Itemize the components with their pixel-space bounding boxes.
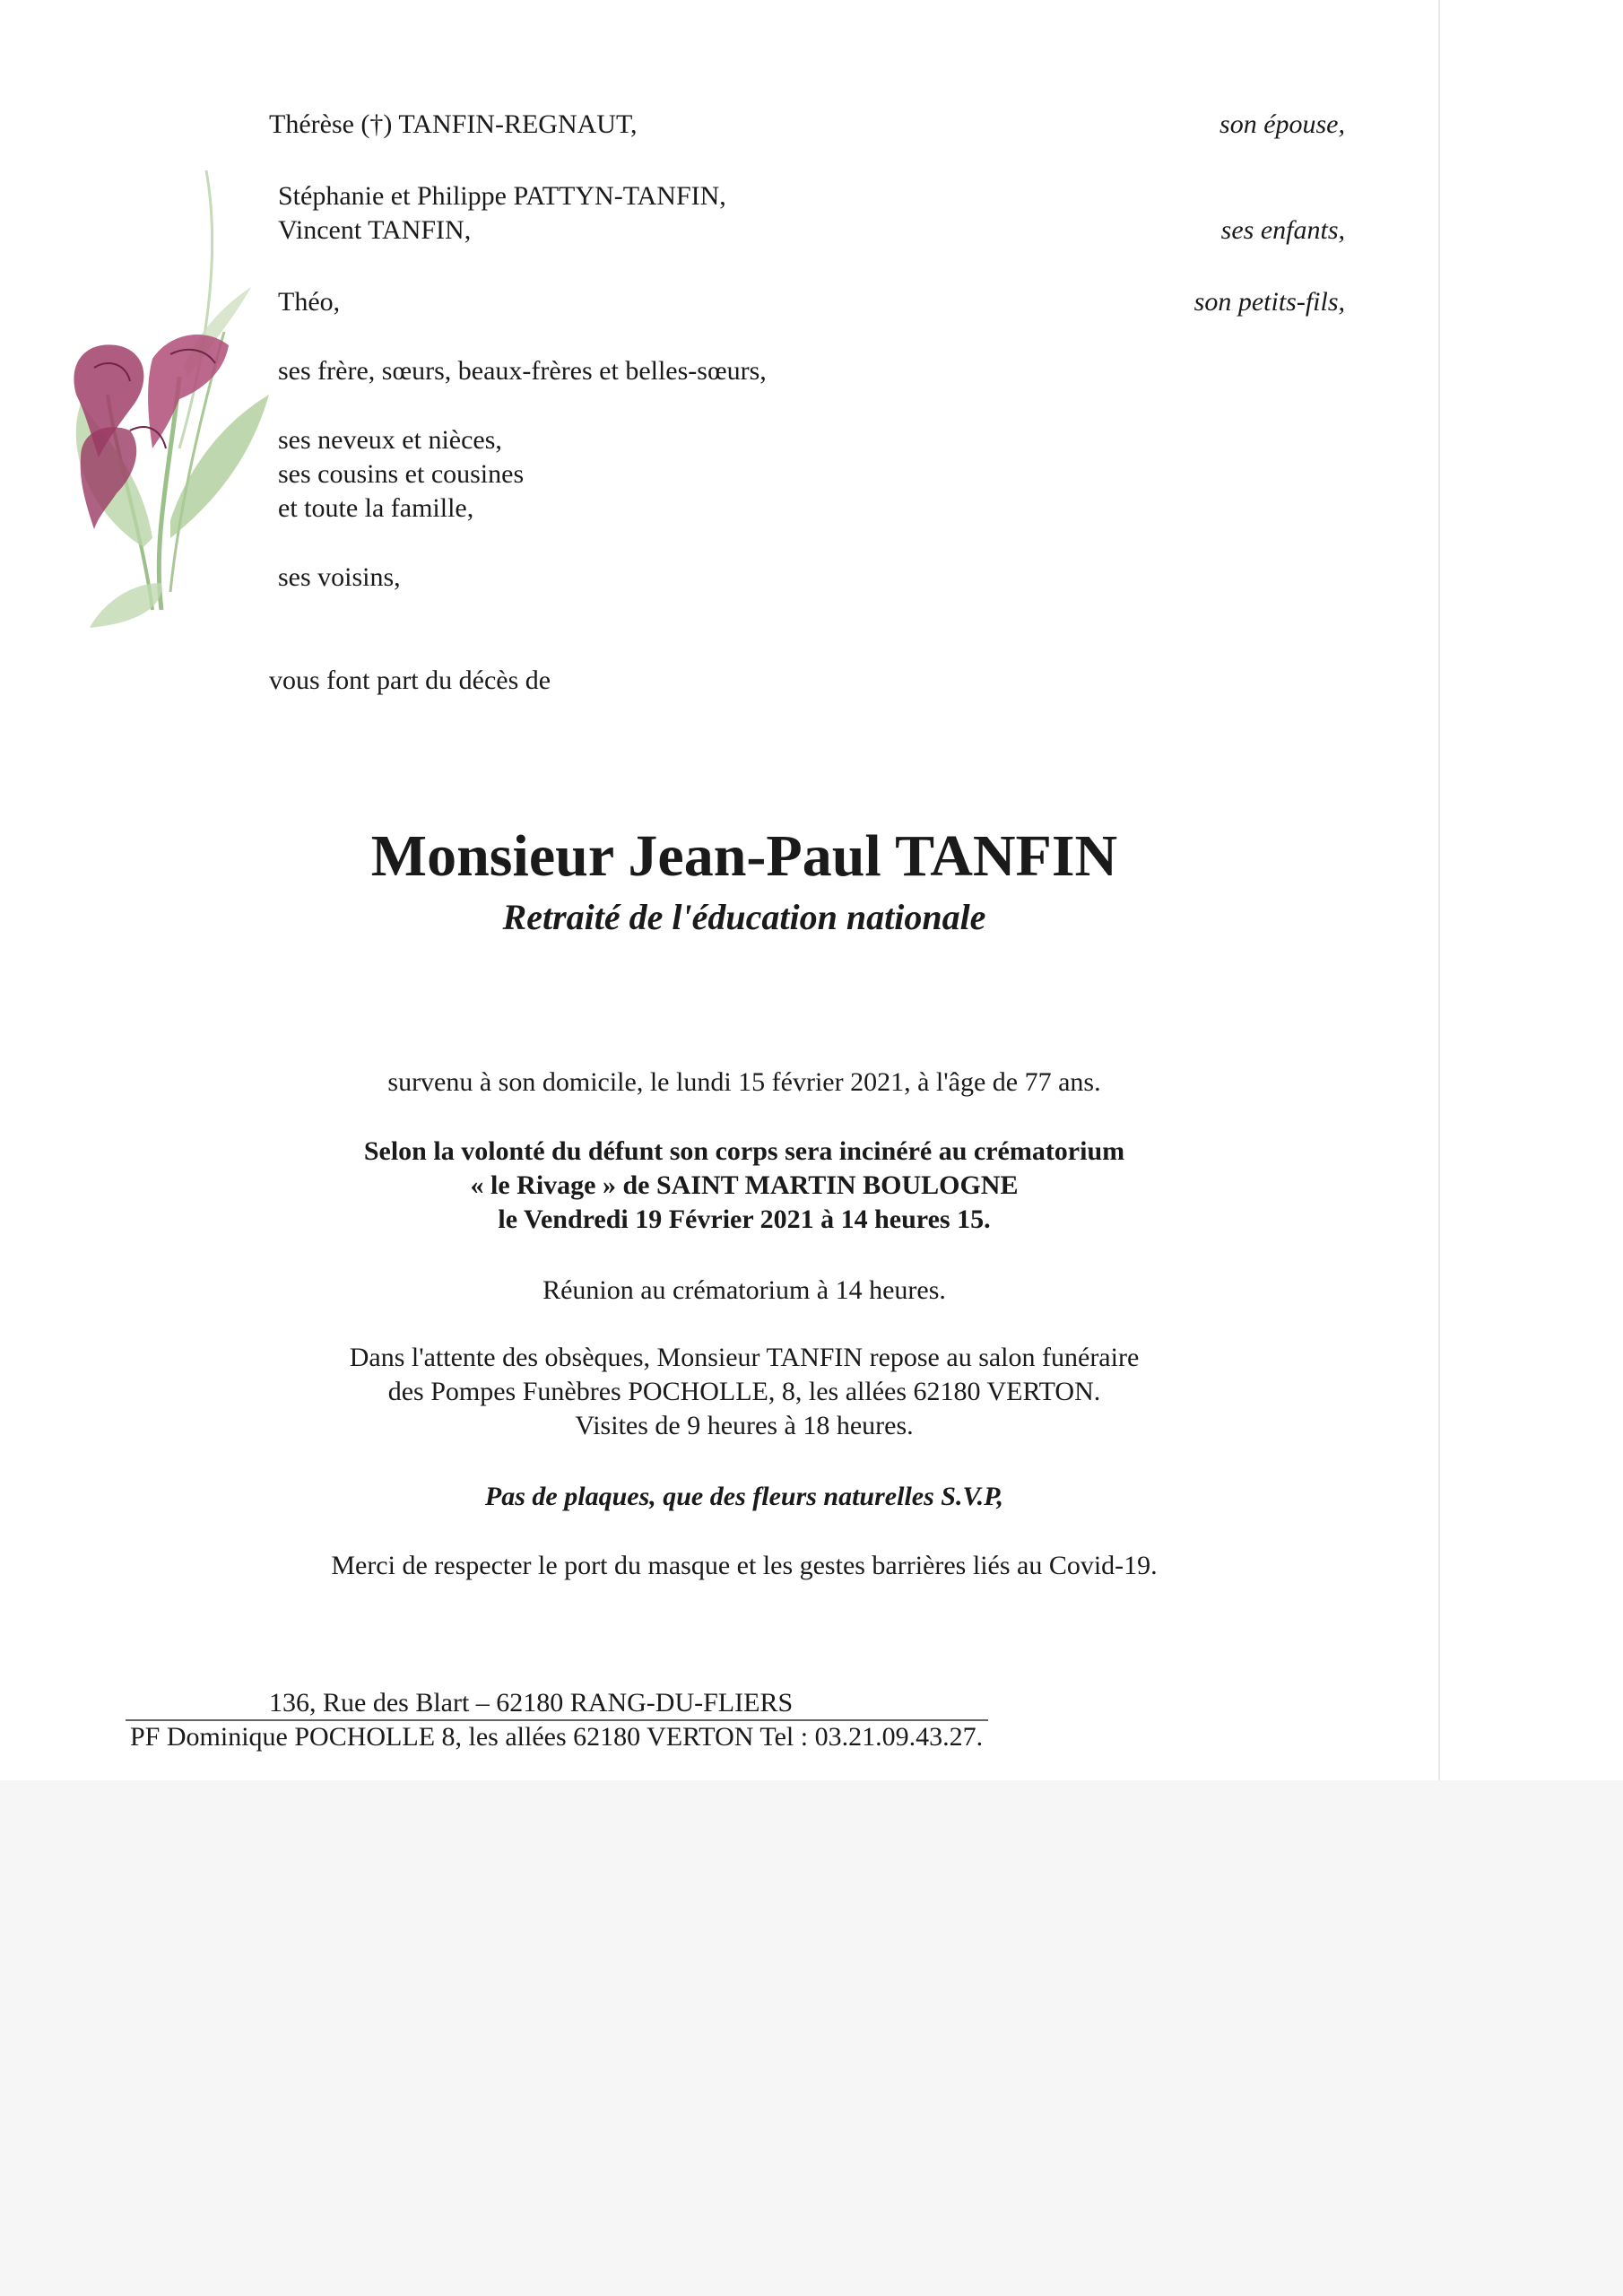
- page-edge-divider: [1438, 0, 1440, 1780]
- calla-lily-flower-illustration: [45, 161, 278, 628]
- relatives-line-1: ses neveux et nièces,: [278, 425, 502, 455]
- children-line-2: Vincent TANFIN,: [278, 215, 472, 245]
- cremation-line-1: Selon la volonté du défunt son corps sera incinéré au crématorium: [363, 1136, 1125, 1166]
- deceased-title: Retraité de l'éducation nationale: [502, 897, 986, 937]
- spouse-name: Thérèse (†) TANFIN-REGNAUT,: [269, 109, 638, 139]
- neighbors-line: ses voisins,: [278, 562, 401, 592]
- meeting-info: Réunion au crématorium à 14 heures.: [542, 1275, 946, 1305]
- flowers-note: Pas de plaques, que des fleurs naturelles S.V.P,: [484, 1482, 1004, 1511]
- deceased-name: Monsieur Jean-Paul TANFIN: [370, 823, 1118, 889]
- grandchild-name: Théo,: [278, 287, 341, 317]
- grandchild-role: son petits-fils,: [1193, 287, 1345, 317]
- covid-note: Merci de respecter le port du masque et les gestes barrières liés au Covid-19.: [331, 1551, 1158, 1580]
- spouse-role: son épouse,: [1219, 109, 1345, 139]
- death-details: survenu à son domicile, le lundi 15 février 2021, à l'âge de 77 ans.: [387, 1067, 1101, 1097]
- cremation-line-3: le Vendredi 19 Février 2021 à 14 heures 15.: [498, 1205, 991, 1234]
- children-role: ses enfants,: [1220, 215, 1345, 245]
- visits-hours: Visites de 9 heures à 18 heures.: [575, 1411, 914, 1440]
- cremation-line-2: « le Rivage » de SAINT MARTIN BOULOGNE: [470, 1170, 1019, 1200]
- relatives-line-3: et toute la famille,: [278, 493, 474, 523]
- siblings-line: ses frère, sœurs, beaux-frères et belles-sœurs,: [278, 356, 767, 386]
- children-line-1: Stéphanie et Philippe PATTYN-TANFIN,: [278, 181, 726, 211]
- relatives-line-2: ses cousins et cousines: [278, 459, 525, 489]
- rest-line-2: des Pompes Funèbres POCHOLLE, 8, les allées 62180 VERTON.: [387, 1377, 1101, 1406]
- rest-line-1: Dans l'attente des obsèques, Monsieur TANFIN repose au salon funéraire: [349, 1343, 1140, 1372]
- footer-funeral-home: PF Dominique POCHOLLE 8, les allées 62180 VERTON Tel : 03.21.09.43.27.: [130, 1722, 984, 1752]
- announcement-line: vous font part du décès de: [269, 665, 551, 695]
- blank-scan-area: [0, 1780, 1623, 2296]
- footer-address: 136, Rue des Blart – 62180 RANG-DU-FLIERS: [269, 1688, 794, 1718]
